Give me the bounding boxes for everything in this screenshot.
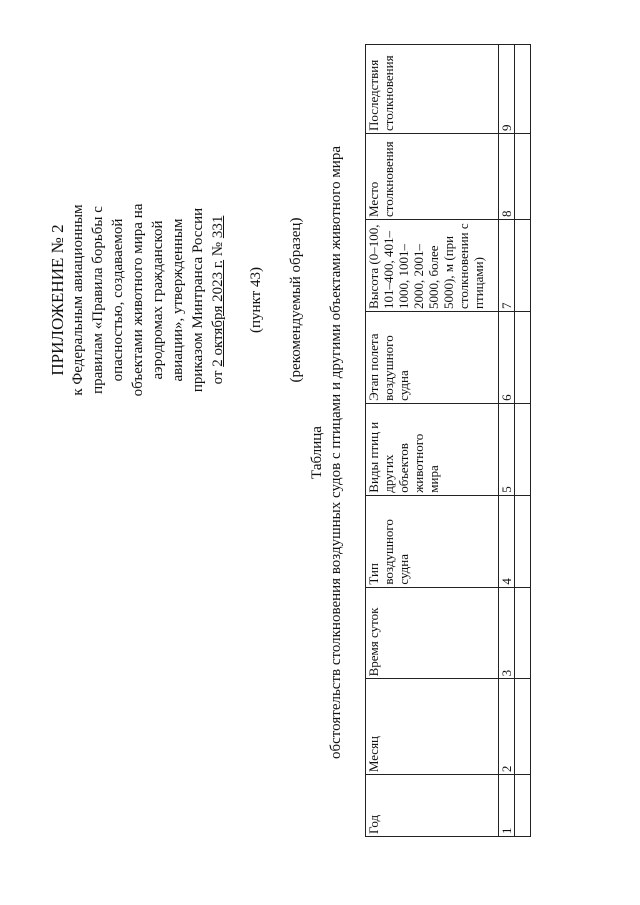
table-subtitle: обстоятельств столкновения воздушных судов с птицами и другими объектами животного мира bbox=[328, 146, 344, 759]
table-heading bbox=[308, 0, 346, 905]
appendix-date-line bbox=[208, 180, 228, 420]
appendix-header bbox=[48, 180, 306, 420]
column-header: Тип воздушного судна bbox=[366, 495, 499, 587]
order-number: 331 bbox=[210, 215, 226, 239]
column-number: 1 bbox=[499, 775, 515, 837]
appendix-line: объектами животного мира на bbox=[130, 203, 146, 397]
table-cell bbox=[515, 219, 531, 311]
column-number: 9 bbox=[499, 45, 515, 134]
column-number: 6 bbox=[499, 311, 515, 403]
table-cell bbox=[515, 775, 531, 837]
column-number-row bbox=[499, 45, 515, 837]
collision-table bbox=[365, 44, 531, 837]
column-header: Высота (0–100, 101–400, 401–1000, 1001–2000, 2001–5000, более 5000), м (при столкновении с птицами) bbox=[366, 219, 499, 311]
column-header: Виды птиц и других объектов животного мира bbox=[366, 403, 499, 495]
sample-note: (рекомендуемый образец) bbox=[288, 217, 304, 383]
table-row bbox=[515, 45, 531, 837]
punkt-reference: (пункт 43) bbox=[248, 267, 264, 333]
number-prefix: № bbox=[210, 238, 226, 260]
column-number: 5 bbox=[499, 403, 515, 495]
appendix-line: правилам «Правила борьбы с bbox=[90, 206, 106, 394]
table-cell bbox=[515, 45, 531, 134]
appendix-line: авиации», утвержденным bbox=[170, 218, 186, 382]
column-header: Последствия столкновения bbox=[366, 45, 499, 134]
table-cell bbox=[515, 587, 531, 679]
column-header: Время суток bbox=[366, 587, 499, 679]
column-number: 8 bbox=[499, 134, 515, 220]
order-date: 2 октября 2023 г. bbox=[210, 259, 226, 367]
appendix-line: к Федеральным авиационным bbox=[70, 204, 86, 396]
column-header: Этап полета воздушного судна bbox=[366, 311, 499, 403]
column-header: Место столкновения bbox=[366, 134, 499, 220]
table-header-row bbox=[366, 45, 499, 837]
appendix-line: аэродромах гражданской bbox=[150, 220, 166, 380]
column-number: 3 bbox=[499, 587, 515, 679]
table-cell bbox=[515, 311, 531, 403]
appendix-line: приказом Минтранса России bbox=[190, 207, 206, 393]
column-number: 2 bbox=[499, 679, 515, 775]
table-cell bbox=[515, 403, 531, 495]
table-cell bbox=[515, 679, 531, 775]
date-prefix: от bbox=[210, 366, 226, 385]
column-number: 7 bbox=[499, 219, 515, 311]
column-header: Месяц bbox=[366, 679, 499, 775]
table-cell bbox=[515, 134, 531, 220]
column-number: 4 bbox=[499, 495, 515, 587]
appendix-title: ПРИЛОЖЕНИЕ № 2 bbox=[48, 224, 67, 376]
table-cell bbox=[515, 495, 531, 587]
column-header: Год bbox=[366, 775, 499, 837]
table-title: Таблица bbox=[309, 426, 325, 479]
appendix-line: опасностью, создаваемой bbox=[110, 218, 126, 382]
